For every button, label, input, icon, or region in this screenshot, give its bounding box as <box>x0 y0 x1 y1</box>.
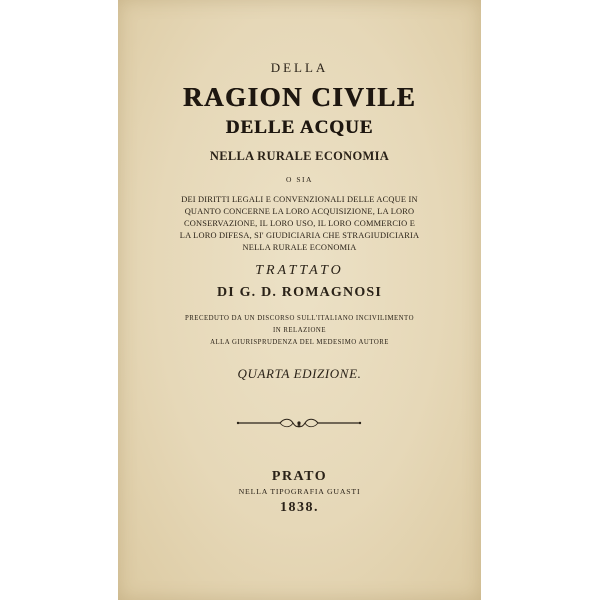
description-line: LA LORO DIFESA, SI' GIUDICIARIA CHE STRAGIUDICIARIA <box>179 231 420 240</box>
trattato-heading: TRATTATO <box>255 263 344 278</box>
description-line: QUANTO CONCERNE LA LORO ACQUISIZIONE, LA LORO <box>184 207 415 216</box>
o-sia-line: O SIA <box>286 175 313 184</box>
main-title: RAGION CIVILE <box>182 82 417 112</box>
description-line: NELLA RURALE ECONOMIA <box>242 243 357 252</box>
title-page <box>118 0 481 600</box>
ornament-rule-icon <box>236 416 362 430</box>
preface-line: PRECEDUTO DA UN DISCORSO SULL'ITALIANO INCIVILIMENTO <box>184 315 414 322</box>
title-della: DELLA <box>270 60 329 75</box>
author-line: DI G. D. ROMAGNOSI <box>216 285 383 300</box>
preface-line: ALLA GIURISPRUDENZA DEL MEDESIMO AUTORE <box>210 339 389 346</box>
imprint-printer: NELLA TIPOGRAFIA GUASTI <box>238 487 361 496</box>
description-line: CONSERVAZIONE, IL LORO USO, IL LORO COMMERCIO E <box>183 219 416 228</box>
edition-line: QUARTA EDIZIONE. <box>237 366 362 381</box>
subtitle-economia: NELLA RURALE ECONOMIA <box>209 149 390 163</box>
subtitle-acque: DELLE ACQUE <box>225 117 374 138</box>
description-line: DEI DIRITTI LEGALI E CONVENZIONALI DELLE ACQUE IN <box>181 195 418 204</box>
imprint-place: PRATO <box>271 469 328 484</box>
preface-line: IN RELAZIONE <box>272 327 326 334</box>
imprint-year: 1838. <box>280 500 319 515</box>
